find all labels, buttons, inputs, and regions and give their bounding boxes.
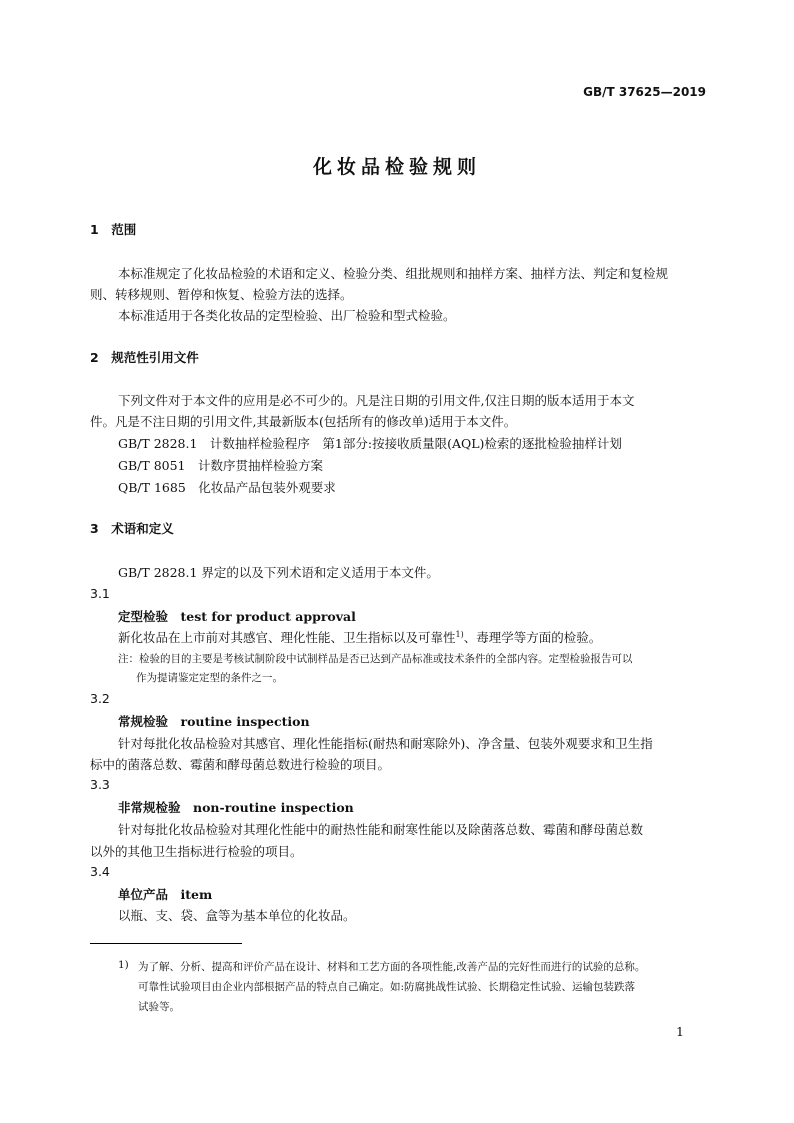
section-2-paragraph-1-cont: 件。凡是不注日期的引用文件,其最新版本(包括所有的修改单)适用于本文件。 (90, 414, 517, 429)
term-number: 3.3 (90, 777, 110, 792)
page-title: 化妆品检验规则 (312, 156, 481, 178)
page-number: 1 (676, 1024, 684, 1039)
footnote-text-cont: 可靠性试验项目由企业内部根据产品的特点自己确定。如:防腐挑战性试验、长期稳定性试验、运输包装跌落 (138, 981, 636, 993)
reference-item: GB/T 2828.1 计数抽样检验程序 第1部分:按接收质量限(AQL)检索的逐批检验抽样计划 (118, 436, 622, 451)
term-definition: 针对每批化妆品检验对其理化性能中的耐热性能和耐寒性能以及除菌落总数、霉菌和酵母菌总数 (118, 822, 644, 837)
term-definition: 以瓶、支、袋、盒等为基本单位的化妆品。 (118, 908, 356, 923)
term-title: 单位产品 item (118, 887, 213, 902)
footnote-text: 为了解、分析、提高和评价产品在设计、材料和工艺方面的各项性能,改善产品的完好性而进行的试验的总称。 (138, 961, 646, 973)
standard-number: GB/T 37625—2019 (583, 85, 706, 99)
section-1-paragraph-2: 本标准适用于各类化妆品的定型检验、出厂检验和型式检验。 (118, 308, 456, 323)
footnote-reference: 1) (455, 629, 464, 639)
term-note-cont: 作为提请鉴定定型的条件之一。 (136, 672, 283, 684)
footnote-divider (90, 943, 242, 944)
term-definition: 针对每批化妆品检验对其感官、理化性能指标(耐热和耐寒除外)、净含量、包装外观要求和卫生指 (118, 736, 653, 751)
footnote-marker: 1) (118, 959, 129, 971)
term-title: 非常规检验 non-routine inspection (118, 800, 354, 815)
section-1-heading: 1 范围 (90, 222, 137, 237)
section-1-paragraph-1-cont: 则、转移规则、暂停和恢复、检验方法的选择。 (90, 287, 353, 302)
term-definition-cont: 标中的菌落总数、霉菌和酵母菌总数进行检验的项目。 (90, 757, 391, 772)
term-title: 常规检验 routine inspection (118, 714, 310, 729)
section-3-intro: GB/T 2828.1 界定的以及下列术语和定义适用于本文件。 (118, 565, 439, 580)
term-note: 注：检验的目的主要是考核试制阶段中试制样品是否已达到产品标准或技术条件的全部内容。定型检验报告可以 (118, 653, 633, 665)
section-3-heading: 3 术语和定义 (90, 521, 174, 536)
term-definition: 新化妆品在上市前对其感官、理化性能、卫生指标以及可靠性$^{1)}$、毒理学等方面的检验。 (118, 629, 602, 645)
section-2-heading: 2 规范性引用文件 (90, 350, 199, 365)
term-number: 3.2 (90, 691, 110, 706)
section-2-paragraph-1: 下列文件对于本文件的应用是必不可少的。凡是注日期的引用文件,仅注日期的版本适用于本文 (118, 393, 635, 408)
section-1-paragraph-1: 本标准规定了化妆品检验的术语和定义、检验分类、组批规则和抽样方案、抽样方法、判定和复检规 (118, 266, 669, 281)
term-number: 3.1 (90, 586, 110, 601)
term-title: 定型检验 test for product approval (118, 609, 356, 624)
reference-item: GB/T 8051 计数序贯抽样检验方案 (118, 458, 324, 473)
term-number: 3.4 (90, 864, 110, 879)
footnote-text-cont: 试验等。 (138, 1001, 180, 1013)
term-definition-cont: 以外的其他卫生指标进行检验的项目。 (90, 844, 303, 859)
reference-item: QB/T 1685 化妆品产品包装外观要求 (118, 480, 336, 495)
